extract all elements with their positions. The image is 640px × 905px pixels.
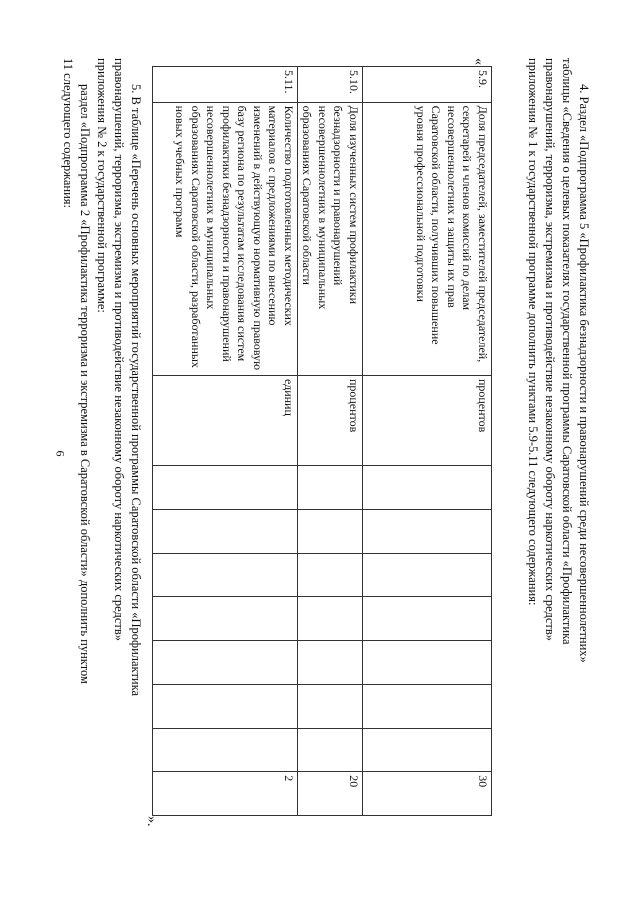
outro-line: 11 следующего содержания: [61, 58, 75, 209]
value-cell [153, 641, 298, 685]
value-cell [363, 466, 492, 510]
intro-line: правонарушений, терроризма, экстремизма и противодействие незаконному обороту наркотических средств» [543, 58, 557, 642]
outro-paragraph [59, 58, 144, 818]
value-cell [363, 641, 492, 685]
row-number: 5.11. [153, 67, 298, 103]
outro-line: 5. В таблице «Перечень основных мероприятий государственной программы Саратовской области «Профилактика [129, 84, 143, 697]
value-cell [153, 728, 298, 772]
indicator-name: Количество подготовленных методических материалов с предложениями по внесению изменений в действующую нормативную правовую базу региона по результатам исследования систем профилактики безнадзорности и правонарушений несовершеннолетних в муниципальных образованиях Саратовской области, разработанных новых учебных программ [153, 102, 298, 375]
intro-line: таблицы «Сведения о целевых показателях государственной программы Саратовской области «Профилактика [560, 58, 574, 645]
intro-line: 4. Раздел «Подпрограмма 5 «Профилактика безнадзорности и правонарушений среди несовершеннолетних» [577, 84, 591, 663]
value-cell-final: 2 [153, 772, 298, 816]
value-cell [153, 466, 298, 510]
indicator-name: Доля председателей, заместителей председателей, секретарей и членов комиссий по делам несовершеннолетних и защиты их прав Саратовской области, получивших повышение уровня профессиональной подготовки [363, 102, 492, 375]
value-cell [298, 466, 363, 510]
outro-line: раздел «Подпрограмма 2 «Профилактика терроризма и экстремизма в Саратовской области» дополнить пунктом [78, 84, 92, 684]
unit-cell: единиц [153, 375, 298, 465]
value-cell [298, 684, 363, 728]
value-cell [153, 597, 298, 641]
value-cell-final: 20 [298, 772, 363, 816]
value-cell [298, 597, 363, 641]
table-row [153, 67, 298, 816]
value-cell [153, 510, 298, 554]
outro-line: приложения № 2 к государственной программе: [95, 58, 109, 313]
unit-cell: процентов [298, 375, 363, 465]
value-cell [298, 641, 363, 685]
indicator-name: Доля изученных систем профилактики безнадзорности и правонарушений несовершеннолетних в муниципальных образованиях Саратовской области [298, 102, 363, 375]
value-cell [153, 684, 298, 728]
rotated-page [40, 18, 600, 878]
outro-line: правонарушений, терроризма, экстремизма и противодействие незаконному обороту наркотических средств» [112, 58, 126, 642]
row-number: 5.10. [298, 67, 363, 103]
quote-open: « [471, 58, 486, 65]
indicators-table [152, 66, 492, 816]
value-cell [153, 553, 298, 597]
page-number: 6 [53, 450, 68, 457]
value-cell [363, 510, 492, 554]
intro-paragraph [524, 58, 592, 818]
value-cell [363, 728, 492, 772]
value-cell [363, 684, 492, 728]
value-cell [298, 553, 363, 597]
quote-close: ». [144, 816, 159, 827]
value-cell-final: 30 [363, 772, 492, 816]
value-cell [363, 597, 492, 641]
row-number: 5.9. [363, 67, 492, 103]
table-row [298, 67, 363, 816]
table-row [363, 67, 492, 816]
intro-line: приложения № 1 к государственной программе дополнить пунктами 5.9-5.11 следующего содержания: [526, 58, 540, 606]
value-cell [298, 510, 363, 554]
value-cell [298, 728, 363, 772]
unit-cell: процентов [363, 375, 492, 465]
value-cell [363, 553, 492, 597]
